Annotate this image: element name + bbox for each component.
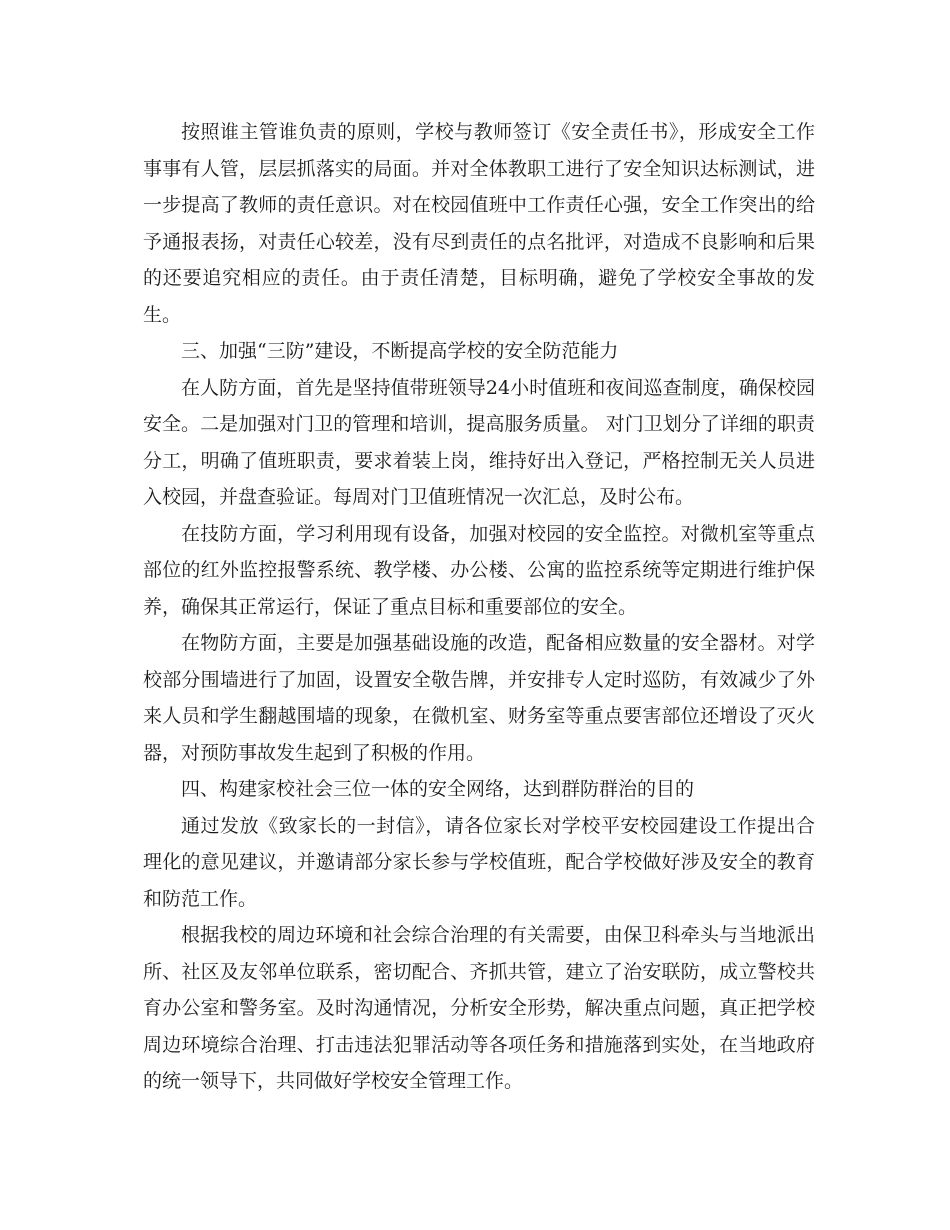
paragraph-parent-letter: 通过发放《致家长的一封信》，请各位家长对学校平安校园建设工作提出合理化的意见建议，并邀请部分家长参与学校值班，配合学校做好涉及安全的教育和防范工作。	[143, 814, 815, 910]
paragraph-responsibility: 按照谁主管谁负责的原则，学校与教师签订《安全责任书》，形成安全工作事事有人管，层层抓落实的局面。并对全体教职工进行了安全知识达标测试，进一步提高了教师的责任意识。对在校园值班中工作责任心强，安全工作突出的给予通报表扬，对责任心较差，没有尽到责任的点名批评，对造成不良影响和后果的还要追究相应的责任。由于责任清楚，目标明确，避免了学校安全事故的发生。	[143, 121, 815, 326]
paragraph-community-governance: 根据我校的周边环境和社会综合治理的有关需要，由保卫科牵头与当地派出所、社区及友邻单位联系，密切配合、齐抓共管，建立了治安联防，成立警校共育办公室和警务室。及时沟通情况，分析安全形势，解决重点问题，真正把学校周边环境综合治理、打击违法犯罪活动等各项任务和措施落到实处，在当地政府的统一领导下，共同做好学校安全管理工作。	[143, 924, 815, 1092]
section-heading-safety-network: 四、构建家校社会三位一体的安全网络，达到群防群治的目的	[181, 778, 695, 800]
paragraph-physical-defense: 在物防方面，主要是加强基础设施的改造，配备相应数量的安全器材。对学校部分围墙进行了加固，设置安全敬告牌，并安排专人定时巡防，有效减少了外来人员和学生翻越围墙的现象，在微机室、财务室等重点要害部位还增设了灭火器，对预防事故发生起到了积极的作用。	[143, 632, 815, 764]
document-body	[143, 114, 815, 1100]
paragraph-technical-defense: 在技防方面，学习利用现有设备，加强对校园的安全监控。对微机室等重点部位的红外监控报警系统、教学楼、办公楼、公寓的监控系统等定期进行维护保养，确保其正常运行，保证了重点目标和重要部位的安全。	[143, 522, 815, 618]
section-heading-three-defenses: 三、加强“三防”建设，不断提高学校的安全防范能力	[181, 340, 619, 362]
paragraph-personnel-defense: 在人防方面，首先是坚持值带班领导24小时值班和夜间巡查制度，确保校园安全。二是加强对门卫的管理和培训，提高服务质量。 对门卫划分了详细的职责分工，明确了值班职责，要求着装上岗，维持好出入登记，严格控制无关人员进入校园，并盘查验证。每周对门卫值班情况一次汇总，及时公布。	[143, 376, 815, 508]
